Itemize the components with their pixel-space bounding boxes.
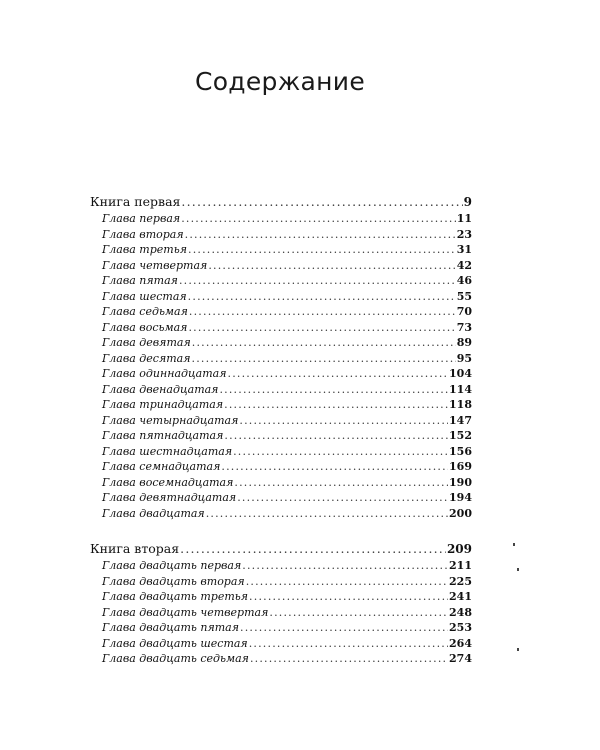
dot-leader <box>234 475 448 491</box>
chapter-label: Глава двадцать шестая <box>102 636 248 650</box>
dot-leader <box>224 397 448 413</box>
toc-chapter-entry[interactable] <box>90 475 472 491</box>
toc-chapter-entry[interactable] <box>90 589 472 605</box>
toc-chapter-entry[interactable] <box>90 351 472 367</box>
toc-chapter-entry[interactable] <box>90 382 472 398</box>
dot-leader <box>188 289 456 305</box>
chapter-label: Глава первая <box>102 212 181 225</box>
page-number: 89 <box>456 336 472 349</box>
toc-chapter-entry[interactable] <box>90 574 472 590</box>
page-number: 209 <box>446 542 472 556</box>
chapter-label: Глава двадцатая <box>102 506 205 520</box>
dot-leader <box>239 413 448 429</box>
chapter-label: Глава десятая <box>102 351 191 365</box>
dot-leader <box>228 366 449 382</box>
book-label: Книга вторая <box>90 541 180 556</box>
chapter-label: Глава седьмая <box>102 305 188 318</box>
chapter-label: Глава пятая <box>102 274 178 287</box>
page-title: Содержание <box>194 66 366 96</box>
dot-leader <box>188 242 456 258</box>
toc-chapter-entry[interactable] <box>90 304 472 320</box>
chapter-label: Глава девятая <box>102 336 191 349</box>
page-number: 264 <box>449 636 472 650</box>
toc-chapter-entry[interactable] <box>90 558 472 574</box>
chapter-label: Глава шестая <box>102 289 187 303</box>
toc-chapter-entry[interactable] <box>90 227 472 243</box>
page-number: 200 <box>449 506 472 520</box>
dot-leader <box>246 574 448 590</box>
toc-chapter-entry[interactable] <box>90 413 472 429</box>
toc-book-entry[interactable] <box>90 540 472 558</box>
page-number: 46 <box>456 274 472 287</box>
toc-book-1 <box>90 193 472 521</box>
page-number: 95 <box>456 351 472 365</box>
page-number: 73 <box>456 320 472 334</box>
toc-chapter-entry[interactable] <box>90 490 472 506</box>
chapter-label: Глава пятнадцатая <box>102 429 224 442</box>
chapter-label: Глава четвертая <box>102 258 208 272</box>
dot-leader <box>269 605 448 621</box>
dot-leader <box>181 193 462 211</box>
page-number: 274 <box>449 652 472 665</box>
dot-leader <box>249 636 448 652</box>
page-number: 253 <box>449 621 472 634</box>
page-number: 147 <box>449 413 472 427</box>
page-number: 9 <box>463 195 472 209</box>
toc-chapter-entry[interactable] <box>90 651 472 667</box>
toc-chapter-entry[interactable] <box>90 366 472 382</box>
dot-leader <box>242 558 448 574</box>
dot-leader <box>179 273 456 289</box>
page-number: 248 <box>449 605 472 619</box>
chapter-label: Глава двадцать пятая <box>102 621 239 634</box>
dot-leader <box>189 304 456 320</box>
toc-chapter-entry[interactable] <box>90 273 472 289</box>
toc-chapter-entry[interactable] <box>90 320 472 336</box>
page-number: 190 <box>449 475 472 489</box>
chapter-label: Глава четырнадцатая <box>102 413 239 427</box>
toc-book-2 <box>90 540 472 667</box>
page-number: 42 <box>456 258 472 272</box>
dot-leader <box>208 258 455 274</box>
page-number: 114 <box>449 382 472 396</box>
scan-speck <box>513 543 515 546</box>
chapter-label: Глава одиннадцатая <box>102 367 227 380</box>
toc-chapter-entry[interactable] <box>90 211 472 227</box>
dot-leader <box>188 320 455 336</box>
toc-chapter-entry[interactable] <box>90 335 472 351</box>
toc-chapter-entry[interactable] <box>90 428 472 444</box>
dot-leader <box>181 211 456 227</box>
chapter-label: Глава третья <box>102 243 187 256</box>
page-number: 152 <box>449 429 472 442</box>
page-number: 31 <box>456 243 472 256</box>
dot-leader <box>180 540 446 558</box>
dot-leader <box>206 506 448 522</box>
scan-speck <box>517 568 519 571</box>
toc-chapter-entry[interactable] <box>90 242 472 258</box>
chapter-label: Глава двадцать вторая <box>102 574 245 588</box>
dot-leader <box>224 428 448 444</box>
chapter-label: Глава девятнадцатая <box>102 491 237 504</box>
chapter-label: Глава двадцать седьмая <box>102 652 249 665</box>
chapter-label: Глава вторая <box>102 227 184 241</box>
page-number: 55 <box>456 289 472 303</box>
toc-chapter-entry[interactable] <box>90 289 472 305</box>
scan-speck <box>517 648 519 651</box>
toc-chapter-entry[interactable] <box>90 506 472 522</box>
dot-leader <box>192 335 456 351</box>
dot-leader <box>250 651 448 667</box>
toc-book-entry[interactable] <box>90 193 472 211</box>
page-number: 194 <box>449 491 472 504</box>
toc-chapter-entry[interactable] <box>90 444 472 460</box>
page-number: 156 <box>449 444 472 458</box>
dot-leader <box>240 620 448 636</box>
toc-chapter-entry[interactable] <box>90 397 472 413</box>
chapter-label: Глава семнадцатая <box>102 460 221 473</box>
toc-chapter-entry[interactable] <box>90 605 472 621</box>
dot-leader <box>249 589 448 605</box>
dot-leader <box>233 444 448 460</box>
toc-chapter-entry[interactable] <box>90 636 472 652</box>
chapter-label: Глава восьмая <box>102 320 188 334</box>
dot-leader <box>185 227 456 243</box>
page-number: 70 <box>456 305 472 318</box>
book-label: Книга первая <box>90 194 181 209</box>
toc-chapter-entry[interactable] <box>90 620 472 636</box>
page-number: 241 <box>449 590 472 603</box>
dot-leader <box>237 490 448 506</box>
chapter-label: Глава двадцать первая <box>102 559 242 572</box>
chapter-label: Глава тринадцатая <box>102 398 224 411</box>
dot-leader <box>192 351 456 367</box>
page-number: 211 <box>449 559 472 572</box>
chapter-label: Глава двадцать третья <box>102 590 249 603</box>
page-number: 118 <box>449 398 472 411</box>
chapter-label: Глава двадцать четвертая <box>102 605 269 619</box>
page-number: 169 <box>449 460 472 473</box>
dot-leader <box>219 382 448 398</box>
chapter-label: Глава восемнадцатая <box>102 475 234 489</box>
dot-leader <box>221 459 448 475</box>
page-number: 225 <box>449 574 472 588</box>
toc-chapter-entry[interactable] <box>90 459 472 475</box>
toc-chapter-entry[interactable] <box>90 258 472 274</box>
page-number: 11 <box>456 212 472 225</box>
chapter-label: Глава шестнадцатая <box>102 444 233 458</box>
page-number: 23 <box>456 227 472 241</box>
chapter-label: Глава двенадцатая <box>102 382 219 396</box>
page-number: 104 <box>449 367 472 380</box>
